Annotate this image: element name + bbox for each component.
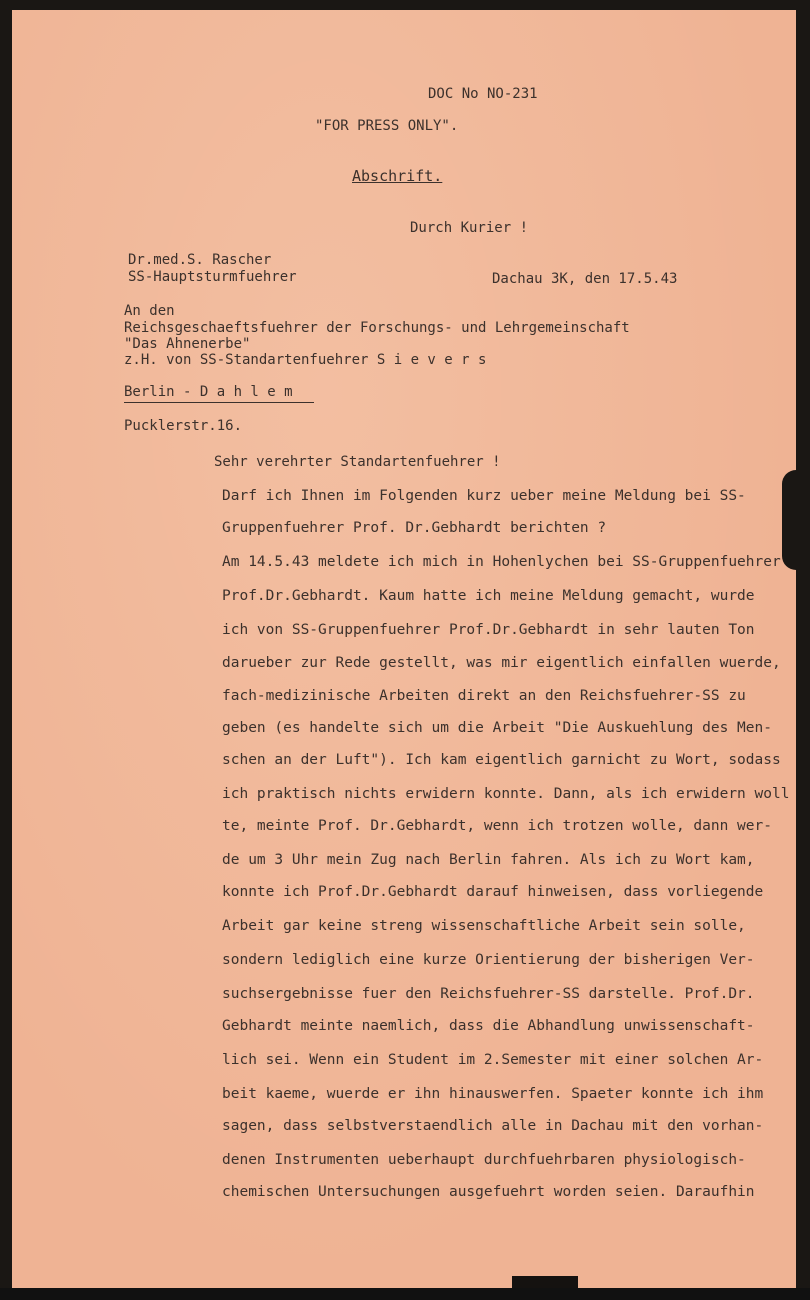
body-line: sagen, dass selbstverstaendlich alle in Dachau mit den vorhan- <box>222 1118 764 1134</box>
courier-note: Durch Kurier ! <box>410 220 529 236</box>
body-line: lich sei. Wenn ein Student im 2.Semester mit einer solchen Ar- <box>222 1052 764 1068</box>
place-date: Dachau 3K, den 17.5.43 <box>492 271 678 287</box>
scan-background <box>0 1288 810 1300</box>
body-line: ich praktisch nichts erwidern konnte. Dann, als ich erwidern woll <box>222 786 790 802</box>
city-underline <box>124 402 314 403</box>
body-line: beit kaeme, wuerde er ihn hinauswerfen. Spaeter konnte ich ihm <box>222 1086 764 1102</box>
recipient-city: Berlin - D a h l e m <box>124 384 293 400</box>
body-line: fach-medizinische Arbeiten direkt an den Reichsfuehrer-SS zu <box>222 688 746 704</box>
recipient-line-1: An den <box>124 303 175 319</box>
body-line: darueber zur Rede gestellt, was mir eigentlich einfallen wuerde, <box>222 655 781 671</box>
body-line: de um 3 Uhr mein Zug nach Berlin fahren. Als ich zu Wort kam, <box>222 852 755 868</box>
recipient-line-3: "Das Ahnenerbe" <box>124 336 251 352</box>
page-edge-tear <box>782 470 810 570</box>
body-line: Gebhardt meinte naemlich, dass die Abhandlung unwissenschaft- <box>222 1018 755 1034</box>
recipient-line-2: Reichsgeschaeftsfuehrer der Forschungs- und Lehrgemeinschaft <box>124 320 630 336</box>
recipient-street: Pucklerstr.16. <box>124 418 243 434</box>
body-line: Arbeit gar keine streng wissenschaftliche Arbeit sein solle, <box>222 918 746 934</box>
body-line: Prof.Dr.Gebhardt. Kaum hatte ich meine Meldung gemacht, wurde <box>222 588 755 604</box>
body-line: denen Instrumenten ueberhaupt durchfuehrbaren physiologisch- <box>222 1152 746 1168</box>
body-line: Am 14.5.43 meldete ich mich in Hohenlychen bei SS-Gruppenfuehrer <box>222 554 781 570</box>
body-line: schen an der Luft"). Ich kam eigentlich garnicht zu Wort, sodass <box>222 752 781 768</box>
salutation: Sehr verehrter Standartenfuehrer ! <box>214 454 501 470</box>
sender-name: Dr.med.S. Rascher <box>128 252 272 268</box>
body-line: sondern lediglich eine kurze Orientierung der bisherigen Ver- <box>222 952 755 968</box>
body-line: konnte ich Prof.Dr.Gebhardt darauf hinweisen, dass vorliegende <box>222 884 764 900</box>
body-line: te, meinte Prof. Dr.Gebhardt, wenn ich trotzen wolle, dann wer- <box>222 818 772 834</box>
body-line: chemischen Untersuchungen ausgefuehrt worden seien. Daraufhin <box>222 1184 755 1200</box>
body-line: suchsergebnisse fuer den Reichsfuehrer-SS darstelle. Prof.Dr. <box>222 986 755 1002</box>
body-line: Gruppenfuehrer Prof. Dr.Gebhardt berichten ? <box>222 520 607 536</box>
sender-rank: SS-Hauptsturmfuehrer <box>128 269 297 285</box>
doc-number: DOC No NO-231 <box>428 86 538 102</box>
body-line: ich von SS-Gruppenfuehrer Prof.Dr.Gebhardt in sehr lauten Ton <box>222 622 755 638</box>
body-line: Darf ich Ihnen im Folgenden kurz ueber meine Meldung bei SS- <box>222 488 746 504</box>
body-line: geben (es handelte sich um die Arbeit "Die Auskuehlung des Men- <box>222 720 772 736</box>
press-notice: "FOR PRESS ONLY". <box>315 118 459 134</box>
recipient-line-4: z.H. von SS-Standartenfuehrer S i e v e r s <box>124 352 487 368</box>
abschrift-heading: Abschrift. <box>352 167 443 185</box>
